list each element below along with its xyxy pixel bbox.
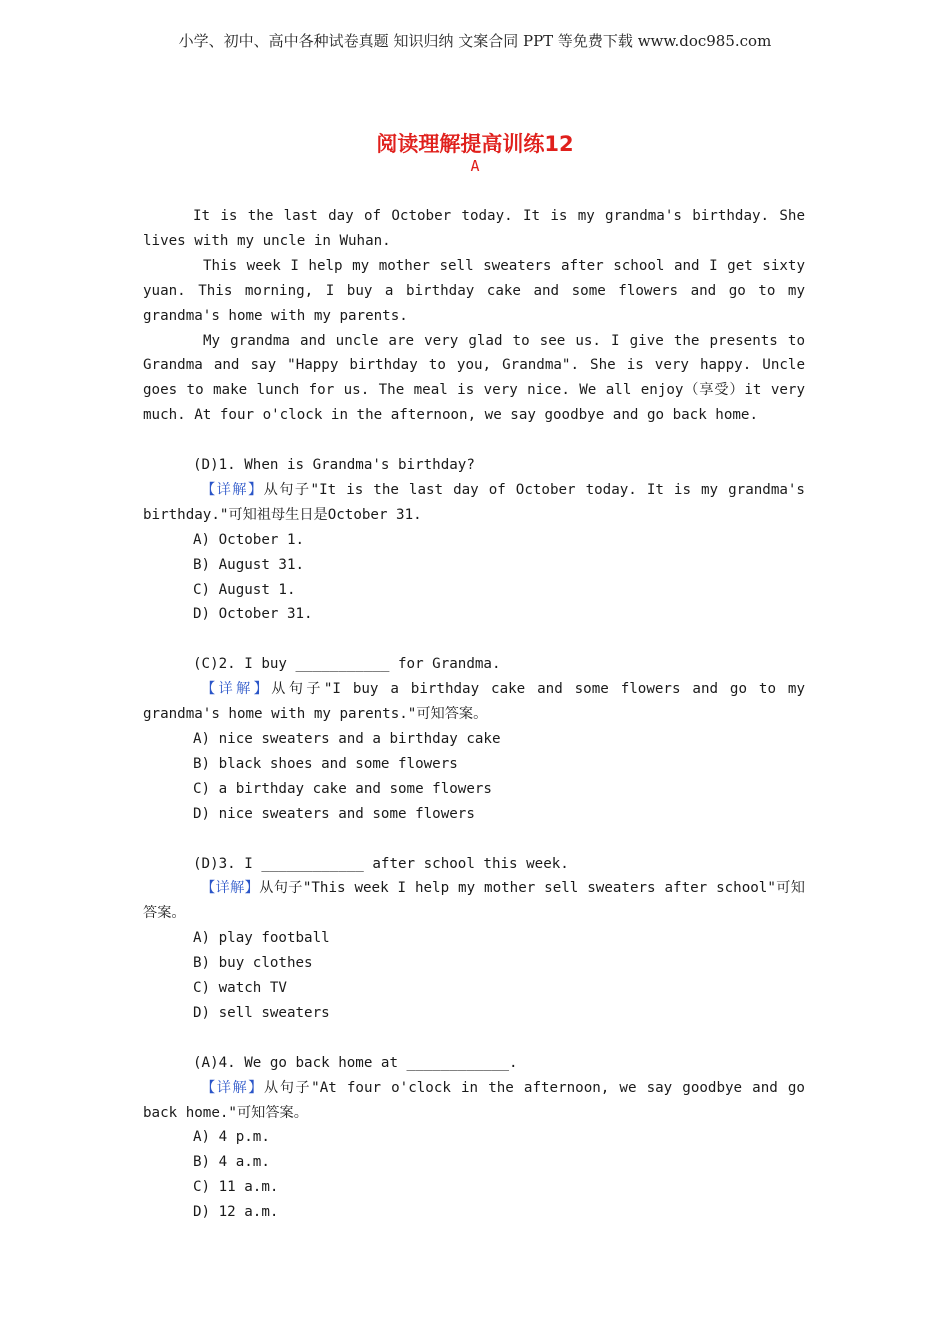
question-block-2 [143,652,805,826]
question-text: (A)4. We go back home at ____________. [193,1054,518,1071]
option: C) August 1. [193,581,296,598]
option: D) nice sweaters and some flowers [193,805,475,822]
explanation [143,677,805,727]
passage-paragraph-2: This week I help my mother sell sweaters after school and I get sixty yuan. This morning, I buy a birthday cake and some flowers and go to my grandma's home with my parents. [143,257,805,324]
question-text: (C)2. I buy ___________ for Grandma. [193,656,501,673]
option: C) watch TV [193,980,287,997]
option: B) 4 a.m. [193,1154,270,1171]
option: D) sell sweaters [193,1004,330,1021]
explanation-text: 从句子"I buy a birthday cake and some flowers and go to my grandma's home with my parents."可知答案。 [143,681,805,723]
question-text: (D)3. I ____________ after school this week. [193,855,569,872]
option: A) nice sweaters and a birthday cake [193,731,501,747]
option: B) black shoes and some flowers [193,755,458,772]
detail-tag: 【详解】 [201,481,264,498]
passage-paragraph-3: My grandma and uncle are very glad to see us. I give the presents to Grandma and say "Happy birthday to you, Grandma". She is very happy. Uncle goes to make lunch for us. The meal is very nice. We all enjoy（享受）it very much. At four o'clock in the afternoon, we say goodbye and go back home. [143,332,805,424]
option: C) a birthday cake and some flowers [193,780,492,797]
question-block-3 [143,852,805,1026]
option: C) 11 a.m. [193,1179,279,1196]
page-title: 阅读理解提高训练12 [376,132,574,156]
option: B) August 31. [193,556,305,573]
explanation-text: 从句子"It is the last day of October today. It is my grandma's birthday."可知祖母生日是October 31. [143,481,805,523]
detail-tag: 【详解】 [201,681,272,698]
section-label: A [470,157,480,175]
question-block-4 [143,1051,805,1225]
option: A) 4 p.m. [193,1129,270,1146]
option: A) October 1. [193,531,305,548]
option: D) October 31. [193,606,313,623]
question-text: (D)1. When is Grandma's birthday? [193,457,475,474]
detail-tag: 【详解】 [201,1079,264,1096]
detail-tag: 【详解】 [201,880,260,897]
passage-paragraph-1: It is the last day of October today. It is my grandma's birthday. She lives with my uncle in Wuhan. [143,208,805,249]
option: A) play football [193,930,330,947]
document-body [143,204,805,1225]
option: B) buy clothes [193,955,313,972]
page-header: 小学、初中、高中各种试卷真题 知识归纳 文案合同 PPT 等免费下载 www.doc985.com [178,32,772,50]
explanation [143,876,805,926]
explanation [143,478,805,528]
explanation-text: 从句子"This week I help my mother sell sweaters after school"可知答案。 [143,880,805,922]
explanation [143,1076,805,1126]
explanation-text: 从句子"At four o'clock in the afternoon, we say goodbye and go back home."可知答案。 [143,1079,805,1121]
option: D) 12 a.m. [193,1204,279,1221]
question-block-1 [143,453,805,627]
